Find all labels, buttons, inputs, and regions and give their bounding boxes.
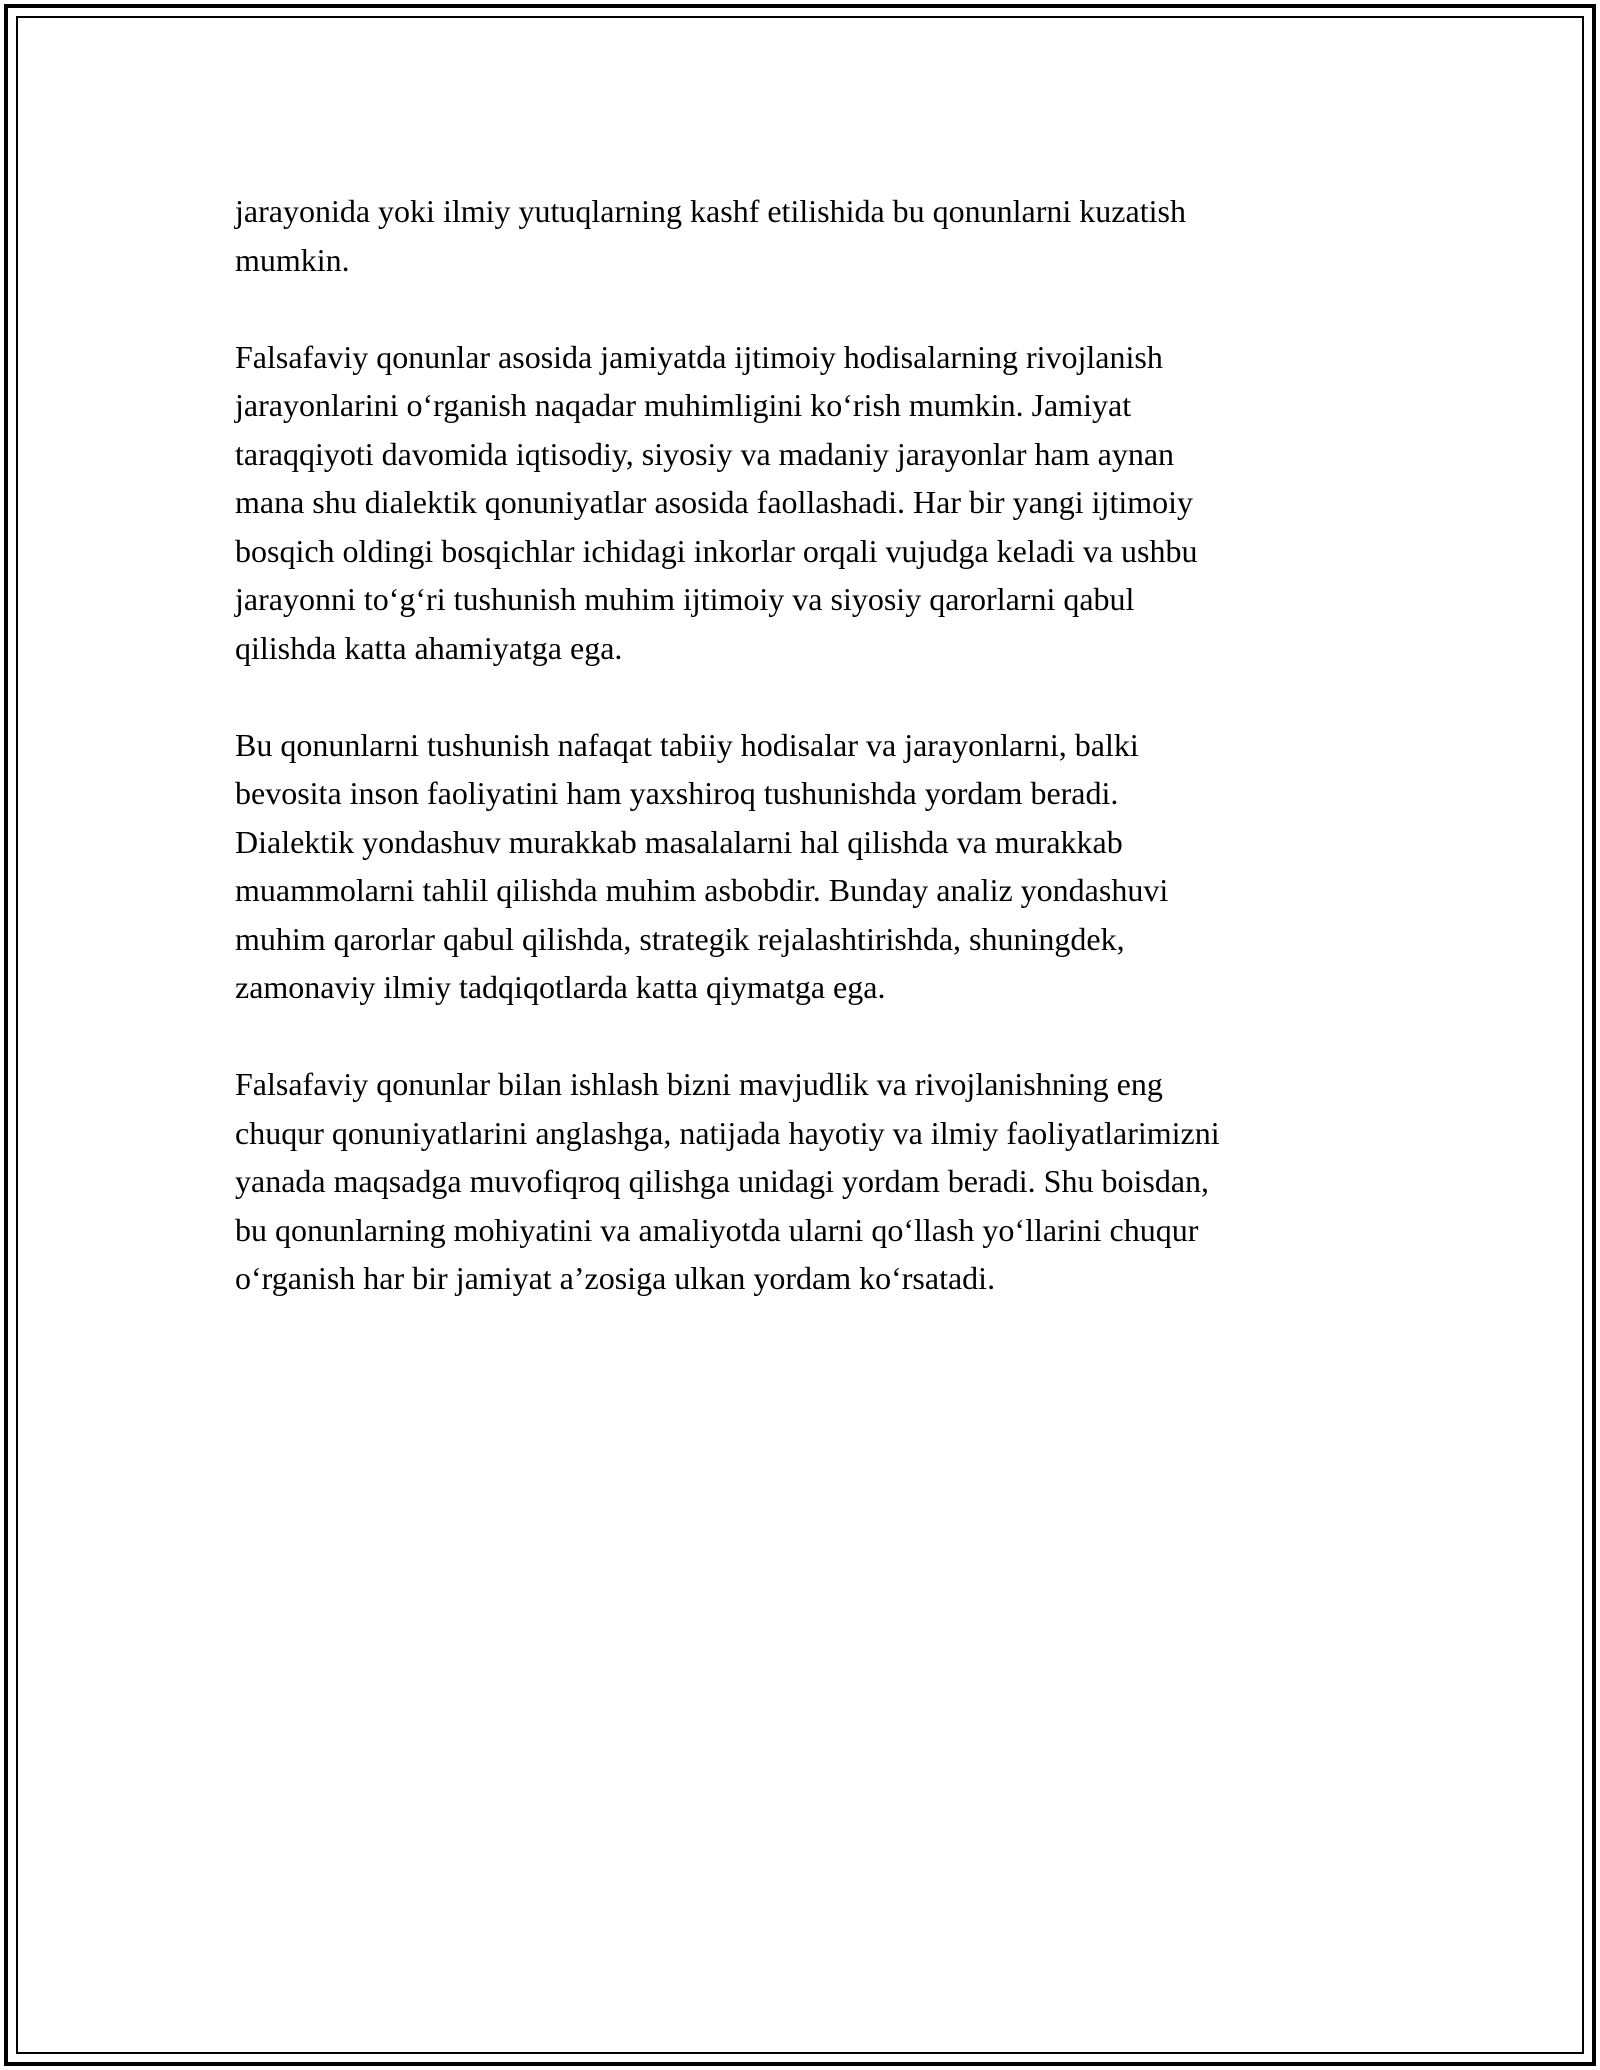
- document-body: [235, 187, 1395, 1351]
- paragraph-4: Falsafaviy qonunlar bilan ishlash bizni mavjudlik va rivojlanishning eng chuqur qonuniyatlarini anglashga, natijada hayotiy va ilmiy faoliyatlarimizni yanada maqsadga muvofiqroq qilishga unidagi yordam beradi. Shu boisdan, bu qonunlarning mohiyatini va amaliyotda ularni qo‘llash yo‘llarini chuqur o‘rganish har bir jamiyat a’zosiga ulkan yordam ko‘rsatadi.: [235, 1066, 1220, 1296]
- paragraph-2: Falsafaviy qonunlar asosida jamiyatda ijtimoiy hodisalarning rivojlanish jarayonlarini o‘rganish naqadar muhimligini ko‘rish mumkin. Jamiyat taraqqiyoti davomida iqtisodiy, siyosiy va madaniy jarayonlar ham aynan mana shu dialektik qonuniyatlar asosida faollashadi. Har bir yangi ijtimoiy bosqich oldingi bosqichlar ichidagi inkorlar orqali vujudga keladi va ushbu jarayonni to‘g‘ri tushunish muhim ijtimoiy va siyosiy qarorlarni qabul qilishda katta ahamiyatga ega.: [235, 338, 1198, 666]
- paragraph-3: Bu qonunlarni tushunish nafaqat tabiiy hodisalar va jarayonlarni, balki bevosita inson faoliyatini ham yaxshiroq tushunishda yordam beradi. Dialektik yondashuv murakkab masalalarni hal qilishda va murakkab muammolarni tahlil qilishda muhim asbobdir. Bunday analiz yondashuvi muhim qarorlar qabul qilishda, strategik rejalashtirishda, shuningdek, zamonaviy ilmiy tadqiqotlarda katta qiymatga ega.: [235, 726, 1169, 1005]
- paragraph-1: jarayonida yoki ilmiy yutuqlarning kashf etilishida bu qonunlarni kuzatish mumkin.: [235, 193, 1186, 278]
